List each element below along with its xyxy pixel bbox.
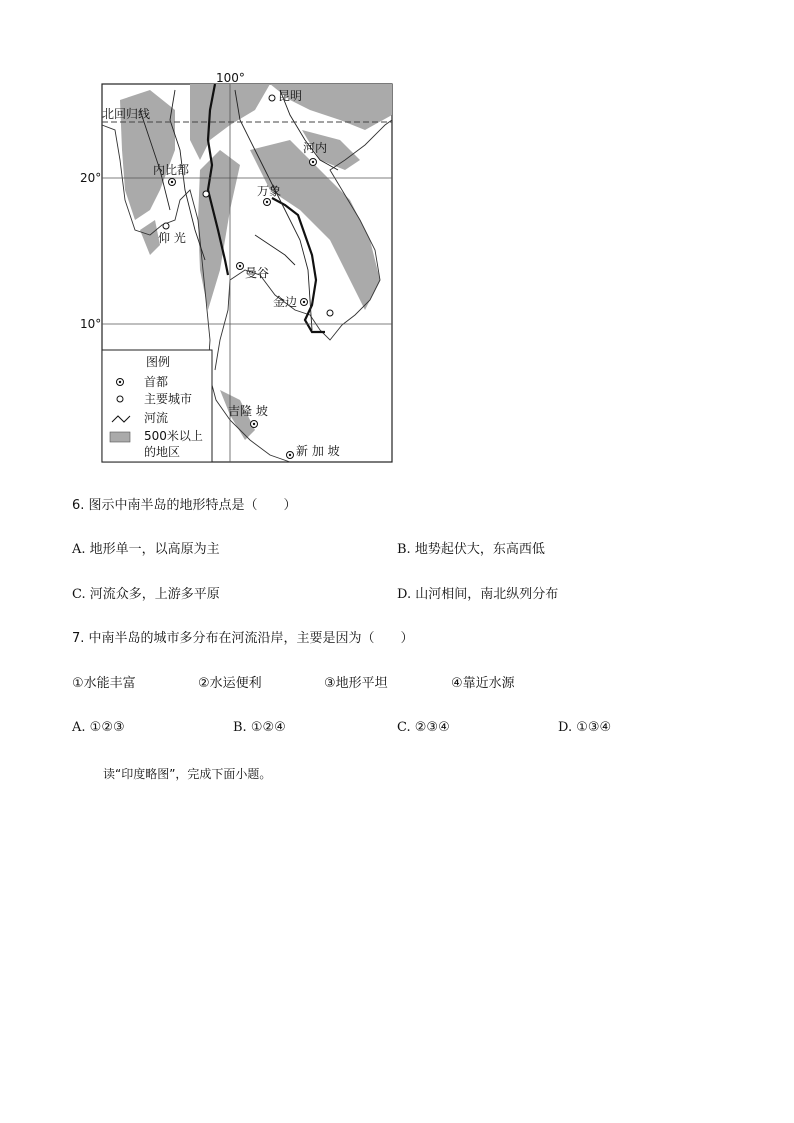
lat-20-label: 20° <box>80 171 102 185</box>
q7-option-d <box>558 719 611 737</box>
q7-statement-4: ④靠近水源 <box>451 676 515 691</box>
indochina-map <box>80 70 400 470</box>
q7-option-b <box>233 719 286 737</box>
q6-a-label: A. <box>72 542 86 557</box>
q6-c-label: C. <box>72 587 86 602</box>
city-hcmc-dot <box>327 310 333 316</box>
q7-stem: 7. 中南半岛的城市多分布在河流沿岸，主要是因为（ ） <box>72 631 414 646</box>
lat-10-label: 10° <box>80 317 102 331</box>
q7-a-label: A. <box>72 720 86 735</box>
city-label-singapore: 新 加 坡 <box>296 444 340 458</box>
legend-city-label: 主要城市 <box>144 392 193 406</box>
city-label-phnompenh: 金边 <box>273 295 298 309</box>
q7-statement-2: ②水运便利 <box>198 676 262 691</box>
legend-title: 图例 <box>146 355 171 369</box>
q6-a-text: 地形单一，以高原为主 <box>89 542 220 557</box>
legend-highland-label-2: 的地区 <box>144 445 181 459</box>
q7-d-text: ①③④ <box>576 720 612 735</box>
q6-d-label: D. <box>397 587 412 602</box>
tropic-label: 北回归线 <box>102 107 151 121</box>
city-chiangmai-dot <box>203 191 209 197</box>
legend-city-icon <box>117 396 123 402</box>
q6-option-a <box>72 541 220 559</box>
city-label-hanoi: 河内 <box>303 141 328 155</box>
map-legend <box>102 350 212 462</box>
legend-highland-label-1: 500米以上 <box>144 429 203 443</box>
city-label-vientiane: 万象 <box>257 184 282 198</box>
legend-river-label: 河流 <box>144 411 169 425</box>
city-label-naypyidaw: 内比都 <box>153 163 190 177</box>
city-label-yangon: 仰 光 <box>158 231 186 245</box>
q6-option-d <box>397 586 558 604</box>
q7-a-text: ①②③ <box>89 720 125 735</box>
q6-b-label: B. <box>397 542 411 557</box>
q7-statement-1: ①水能丰富 <box>72 676 136 691</box>
q6-c-text: 河流众多，上游多平原 <box>89 587 220 602</box>
lon-100-label: 100° <box>216 71 245 85</box>
q7-d-label: D. <box>558 720 573 735</box>
q7-option-a <box>72 719 125 737</box>
legend-highland-icon <box>110 432 130 442</box>
q7-b-label: B. <box>233 720 247 735</box>
city-label-kunming: 昆明 <box>278 89 303 103</box>
q7-c-label: C. <box>397 720 411 735</box>
q7-statement-3: ③地形平坦 <box>324 676 388 691</box>
q7-option-c <box>397 719 450 737</box>
next-section-instruction: 读“印度略图”，完成下面小题。 <box>103 767 272 781</box>
q6-d-text: 山河相间，南北纵列分布 <box>415 587 559 602</box>
q7-b-text: ①②④ <box>250 720 286 735</box>
q6-stem: 6. 图示中南半岛的地形特点是（ ） <box>72 498 297 513</box>
city-label-kualalumpur: 吉隆 坡 <box>228 404 268 418</box>
q6-b-text: 地势起伏大，东高西低 <box>414 542 545 557</box>
q6-option-c <box>72 586 220 604</box>
city-label-bangkok: 曼谷 <box>245 266 270 280</box>
q7-c-text: ②③④ <box>414 720 450 735</box>
q6-option-b <box>397 541 545 559</box>
legend-capital-label: 首都 <box>144 375 169 389</box>
